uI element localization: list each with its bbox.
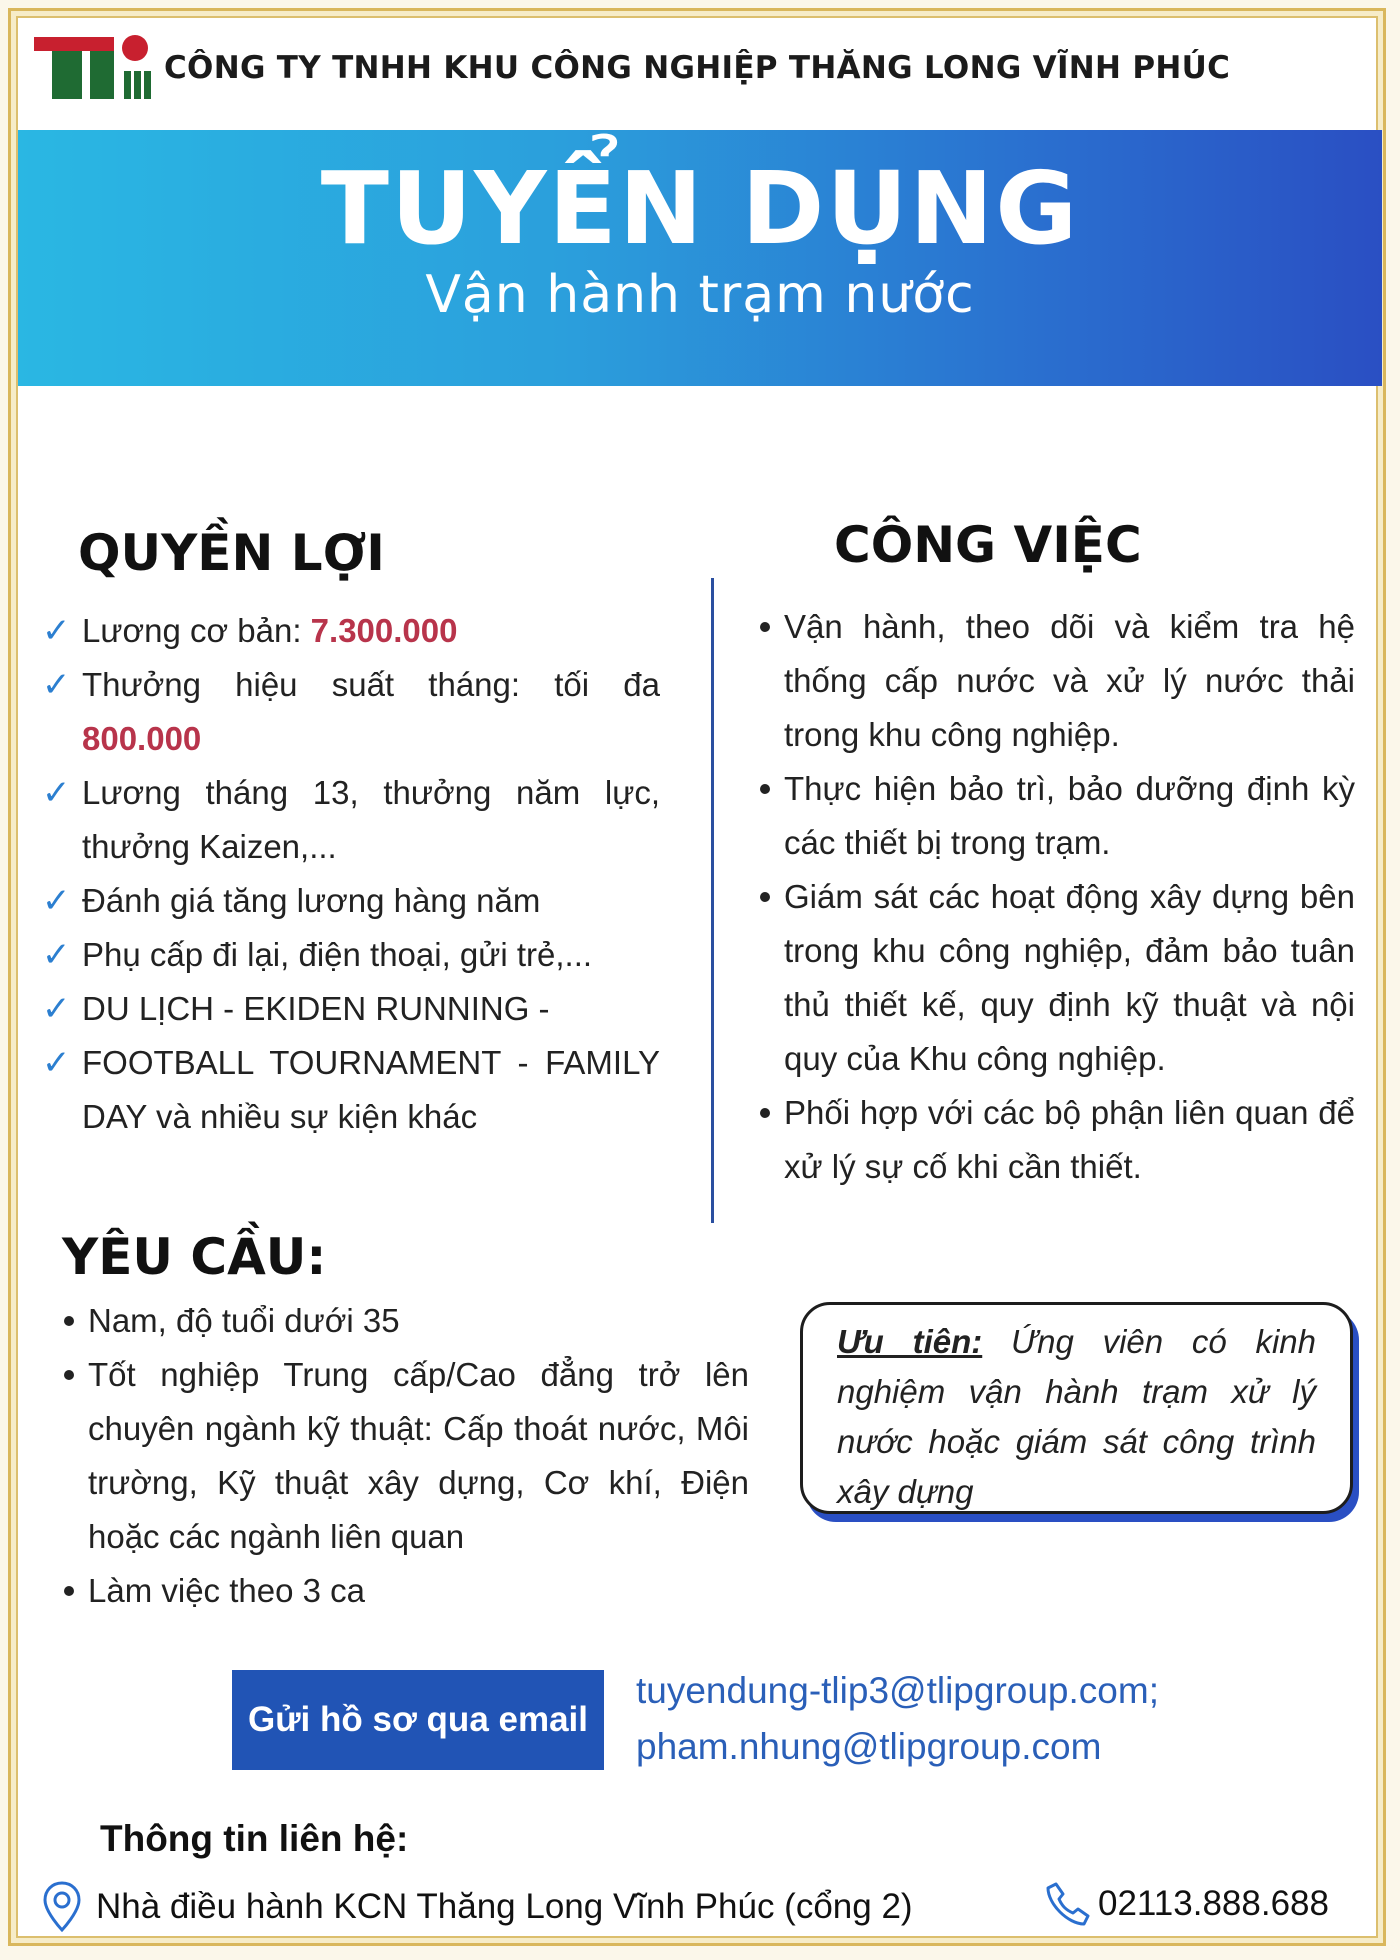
benefit-text: Lương cơ bản: (82, 612, 311, 649)
benefit-item (40, 1036, 660, 1144)
benefit-text: DU LỊCH - EKIDEN RUNNING - (82, 990, 550, 1027)
company-name: CÔNG TY TNHH KHU CÔNG NGHIỆP THĂNG LONG VĨNH PHÚC (164, 50, 1231, 86)
benefit-text: Lương tháng 13, thưởng năm lực, thưởng Kaizen,... (82, 774, 660, 865)
requirements-title: YÊU CẦU: (62, 1228, 327, 1286)
recruitment-banner (18, 130, 1382, 386)
company-header (30, 28, 1370, 108)
job-item: Vận hành, theo dõi và kiểm tra hệ thống cấp nước và xử lý nước thải trong khu công nghiệp. (760, 600, 1355, 762)
check-icon: ✓ (42, 990, 71, 1028)
benefit-item (40, 766, 660, 874)
email-list (636, 1663, 1159, 1775)
benefit-item (40, 604, 660, 658)
location-pin-icon (42, 1880, 82, 1934)
requirements-list (64, 1294, 749, 1618)
bonus-value: 800.000 (82, 720, 202, 757)
tlip-logo-icon (30, 33, 160, 103)
priority-text: Ứng viên có kinh nghiệm vận hành trạm xử lý nước hoặc giám sát công trình xây dựng (837, 1323, 1316, 1510)
jobs-title: CÔNG VIỆC (834, 516, 1142, 574)
benefit-item (40, 658, 660, 766)
check-icon: ✓ (42, 612, 71, 650)
contact-phone (1044, 1880, 1329, 1928)
check-icon: ✓ (42, 936, 71, 974)
phone-number[interactable]: 02113.888.688 (1098, 1884, 1329, 1923)
column-divider (711, 578, 714, 1223)
check-icon: ✓ (42, 882, 71, 920)
job-item: Phối hợp với các bộ phận liên quan để xử lý sự cố khi cần thiết. (760, 1086, 1355, 1194)
check-icon: ✓ (42, 666, 71, 704)
benefits-title: QUYỀN LỢI (78, 524, 385, 582)
check-icon: ✓ (42, 1044, 71, 1082)
salary-value: 7.300.000 (310, 612, 458, 649)
priority-label: Ưu tiên: (837, 1323, 983, 1360)
contact-address (42, 1880, 913, 1934)
benefit-text: Phụ cấp đi lại, điện thoại, gửi trẻ,... (82, 936, 593, 973)
benefits-list (40, 604, 660, 1144)
jobs-list (760, 600, 1355, 1194)
banner-subtitle: Vận hành trạm nước (425, 265, 975, 325)
requirement-item: Nam, độ tuổi dưới 35 (64, 1294, 749, 1348)
benefit-item (40, 982, 660, 1036)
banner-title: TUYỂN DỤNG (320, 150, 1080, 267)
benefit-text: Đánh giá tăng lương hàng năm (82, 882, 541, 919)
address-text: Nhà điều hành KCN Thăng Long Vĩnh Phúc (cổng 2) (96, 1887, 913, 1926)
job-item: Thực hiện bảo trì, bảo dưỡng định kỳ các thiết bị trong trạm. (760, 762, 1355, 870)
benefit-text: Thưởng hiệu suất tháng: tối đa (82, 666, 660, 703)
benefit-item (40, 928, 660, 982)
benefit-item (40, 874, 660, 928)
email-link[interactable]: tuyendung-tlip3@tlipgroup.com; (636, 1670, 1159, 1711)
check-icon: ✓ (42, 774, 71, 812)
send-cv-email-button[interactable]: Gửi hồ sơ qua email (232, 1670, 604, 1770)
email-link[interactable]: pham.nhung@tlipgroup.com (636, 1726, 1102, 1767)
job-item: Giám sát các hoạt động xây dựng bên trong khu công nghiệp, đảm bảo tuân thủ thiết kế, quy định kỹ thuật và nội quy của Khu công nghiệp. (760, 870, 1355, 1086)
benefit-text: FOOTBALL TOURNAMENT - FAMILY DAY và nhiều sự kiện khác (82, 1044, 660, 1135)
requirement-item: Tốt nghiệp Trung cấp/Cao đẳng trở lên chuyên ngành kỹ thuật: Cấp thoát nước, Môi trường, Kỹ thuật xây dựng, Cơ khí, Điện hoặc các ngành liên quan (64, 1348, 749, 1564)
contact-title: Thông tin liên hệ: (100, 1818, 409, 1859)
phone-icon (1044, 1880, 1092, 1928)
requirement-item: Làm việc theo 3 ca (64, 1564, 749, 1618)
priority-box (800, 1302, 1353, 1514)
